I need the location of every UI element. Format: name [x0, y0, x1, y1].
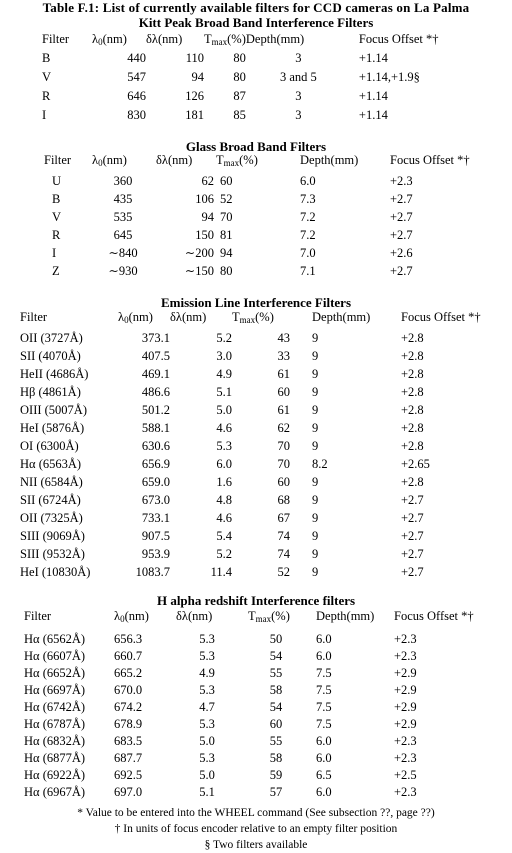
- table-row: [20, 402, 508, 420]
- cell-depth: 6.5: [316, 768, 332, 782]
- cell-filter: SII (6724Å): [20, 493, 81, 507]
- cell-filter: Hα (6787Å): [24, 717, 86, 731]
- cell-focus: +2.3: [394, 734, 417, 748]
- cell-focus: +2.6: [390, 246, 413, 260]
- emission-table: [20, 309, 508, 582]
- table-row: [20, 438, 508, 456]
- cell-focus: +1.14: [358, 89, 388, 103]
- cell-dlambda: 106: [195, 192, 214, 206]
- cell-dlambda: 62: [201, 174, 214, 188]
- cell-focus: +2.9: [394, 700, 417, 714]
- table-row: [20, 474, 508, 492]
- cell-dlambda: ∼200: [184, 246, 214, 260]
- cell-dlambda: 4.9: [216, 367, 232, 381]
- cell-dlambda: 4.7: [199, 700, 215, 714]
- cell-focus: +2.8: [401, 439, 424, 453]
- cell-filter: OII (7325Å): [20, 511, 83, 525]
- cell-depth: 7.2: [300, 210, 316, 224]
- cell-dlambda: 6.0: [216, 457, 232, 471]
- cell-depth: 9: [312, 529, 319, 543]
- cell-filter: R: [42, 89, 51, 103]
- table-row: [20, 330, 508, 348]
- cell-filter: V: [52, 210, 62, 224]
- cell-dlambda: 4.9: [199, 666, 215, 680]
- cell-tmax: 60: [277, 385, 290, 399]
- cell-focus: +2.3: [394, 751, 417, 765]
- col-tmax: $T_{max}(\%)$: [232, 310, 274, 325]
- cell-dlambda: 5.1: [199, 785, 215, 799]
- header-row: [44, 152, 500, 173]
- cell-filter: HeI (5876Å): [20, 421, 85, 435]
- cell-tmax: 62: [277, 421, 290, 435]
- cell-depth: 9: [312, 475, 319, 489]
- cell-filter: I: [42, 108, 47, 122]
- cell-focus: +2.65: [401, 457, 430, 471]
- cell-dlambda: 94: [191, 70, 204, 84]
- cell-focus: +2.3: [390, 174, 413, 188]
- cell-lambda: 373.1: [141, 331, 170, 345]
- cell-dlambda: 5.2: [216, 331, 232, 345]
- glass-table: [44, 152, 500, 281]
- cell-focus: +1.14: [358, 51, 388, 65]
- cell-tmax: 60: [277, 475, 290, 489]
- table-row: [44, 245, 500, 263]
- cell-depth: 7.5: [316, 700, 332, 714]
- table-notes: [0, 805, 512, 853]
- cell-dlambda: 5.0: [216, 403, 232, 417]
- cell-focus: +2.7: [401, 565, 424, 579]
- cell-tmax: 58: [269, 683, 283, 697]
- section-title-glass: Glass Broad Band Filters: [185, 139, 327, 154]
- col-dlambda: δλ(nm): [176, 609, 213, 623]
- cell-lambda: 588.1: [141, 421, 170, 435]
- cell-depth: 6.0: [300, 174, 316, 188]
- cell-tmax: 60: [220, 174, 233, 188]
- table-row: [20, 384, 508, 402]
- cell-tmax: 60: [269, 717, 283, 731]
- cell-tmax: 50: [269, 632, 283, 646]
- cell-lambda: 678.9: [114, 717, 143, 731]
- cell-filter: V: [42, 70, 52, 84]
- cell-lambda: 435: [113, 192, 133, 206]
- cell-focus: +2.5: [394, 768, 417, 782]
- cell-focus: +2.9: [394, 683, 417, 697]
- cell-tmax: 80: [233, 51, 246, 65]
- cell-dlambda: 5.2: [216, 547, 232, 561]
- cell-filter: SIII (9532Å): [20, 547, 85, 561]
- col-depth: Depth(mm): [300, 153, 359, 167]
- cell-dlambda: 5.3: [199, 751, 215, 765]
- cell-depth: 9: [312, 547, 319, 561]
- cell-depth: 9: [312, 403, 319, 417]
- cell-lambda: 646: [127, 89, 146, 103]
- note-two-filters: § Two filters available: [204, 839, 308, 851]
- cell-dlambda: 1.6: [216, 475, 232, 489]
- col-depth: Depth(mm): [245, 32, 305, 46]
- cell-lambda: 907.5: [141, 529, 170, 543]
- cell-tmax: 70: [277, 439, 290, 453]
- cell-tmax: 85: [233, 108, 246, 122]
- col-focus: Focus Offset *†: [394, 609, 474, 623]
- cell-focus: +2.7: [401, 493, 424, 507]
- table-row: [42, 69, 471, 88]
- cell-focus: +2.8: [401, 421, 424, 435]
- cell-tmax: 70: [277, 457, 290, 471]
- table-row: [44, 263, 500, 281]
- cell-filter: NII (6584Å): [20, 475, 83, 489]
- cell-depth: 6.0: [316, 649, 332, 663]
- col-filter: Filter: [20, 310, 48, 324]
- table-row: [20, 564, 508, 582]
- cell-dlambda: 5.3: [199, 717, 215, 731]
- cell-dlambda: 11.4: [210, 565, 232, 579]
- col-dlambda: δλ(nm): [170, 310, 207, 324]
- cell-lambda: 486.6: [141, 385, 170, 399]
- header-row: [20, 309, 508, 330]
- cell-lambda: 665.2: [114, 666, 143, 680]
- cell-depth: 6.0: [316, 734, 332, 748]
- cell-filter: SII (4070Å): [20, 349, 81, 363]
- cell-lambda: 830: [127, 108, 146, 122]
- table-row: [20, 528, 508, 546]
- table-row: [24, 631, 504, 648]
- table-row: [24, 648, 504, 665]
- cell-lambda: 656.9: [141, 457, 170, 471]
- cell-lambda: 547: [127, 70, 146, 84]
- cell-lambda: 645: [113, 228, 133, 242]
- cell-lambda: 535: [113, 210, 133, 224]
- col-lambda: $\lambda_0(nm)$: [114, 609, 149, 624]
- section-title-halpha: H alpha redshift Interference filters: [156, 593, 356, 608]
- cell-focus: +2.7: [401, 529, 424, 543]
- cell-focus: +2.3: [394, 785, 417, 799]
- cell-focus: +2.8: [401, 367, 424, 381]
- col-filter: Filter: [42, 32, 70, 46]
- cell-tmax: 74: [277, 547, 290, 561]
- cell-tmax: 61: [277, 367, 290, 381]
- cell-focus: +2.7: [401, 547, 424, 561]
- table-row: [20, 366, 508, 384]
- col-lambda: $\lambda_0(nm)$: [92, 32, 127, 47]
- cell-lambda: ∼840: [108, 246, 138, 260]
- table-row: [24, 750, 504, 767]
- cell-focus: +2.9: [394, 666, 417, 680]
- cell-depth: 7.0: [300, 246, 316, 260]
- cell-focus: +2.9: [394, 717, 417, 731]
- cell-focus: +2.8: [401, 331, 424, 345]
- cell-depth: 6.0: [316, 751, 332, 765]
- cell-dlambda: 94: [201, 210, 214, 224]
- glass-rows: [44, 173, 500, 281]
- table-row: [24, 733, 504, 750]
- col-focus: Focus Offset *†: [401, 310, 481, 324]
- cell-lambda: 674.2: [114, 700, 143, 714]
- col-focus: Focus Offset *†: [358, 32, 439, 46]
- col-depth: Depth(mm): [316, 609, 375, 623]
- cell-dlambda: 5.0: [199, 768, 215, 782]
- table-row: [24, 767, 504, 784]
- cell-dlambda: 3.0: [216, 349, 232, 363]
- halpha-rows: [24, 631, 504, 801]
- cell-filter: Hβ (4861Å): [20, 385, 81, 399]
- header-row: [42, 31, 471, 50]
- cell-filter: Hα (6563Å): [20, 457, 82, 471]
- halpha-table: [24, 608, 504, 801]
- cell-lambda: ∼930: [108, 264, 138, 278]
- cell-depth: 6.0: [316, 785, 332, 799]
- cell-focus: +2.7: [390, 192, 413, 206]
- cell-lambda: 687.7: [114, 751, 143, 765]
- cell-depth: 3: [295, 108, 302, 122]
- col-lambda: $\lambda_0(nm)$: [118, 310, 153, 325]
- cell-tmax: 33: [277, 349, 290, 363]
- cell-filter: U: [52, 174, 62, 188]
- cell-lambda: 697.0: [114, 785, 143, 799]
- table-row: [20, 348, 508, 366]
- cell-filter: HeII (4686Å): [20, 367, 89, 381]
- cell-lambda: 469.1: [141, 367, 170, 381]
- cell-tmax: 54: [269, 649, 283, 663]
- cell-dlambda: 5.3: [216, 439, 232, 453]
- cell-filter: B: [52, 192, 61, 206]
- section-title-kitt-peak: Kitt Peak Broad Band Interference Filters: [138, 15, 374, 30]
- col-filter: Filter: [24, 609, 52, 623]
- cell-focus: +2.7: [401, 511, 424, 525]
- section-title-emission: Emission Line Interference Filters: [160, 295, 352, 310]
- table-row: [42, 88, 471, 107]
- cell-depth: 7.1: [300, 264, 316, 278]
- cell-focus: +2.8: [401, 475, 424, 489]
- cell-depth: 9: [312, 511, 319, 525]
- cell-lambda: 659.0: [141, 475, 170, 489]
- cell-focus: +1.14: [358, 108, 388, 122]
- cell-filter: R: [52, 228, 61, 242]
- cell-tmax: 54: [269, 700, 283, 714]
- cell-dlambda: 150: [195, 228, 214, 242]
- cell-tmax: 58: [269, 751, 283, 765]
- col-tmax: $T_{max}(\%)$: [248, 609, 290, 624]
- cell-depth: 3: [295, 51, 302, 65]
- cell-tmax: 59: [269, 768, 283, 782]
- cell-focus: +2.7: [390, 210, 413, 224]
- cell-tmax: 52: [220, 192, 233, 206]
- cell-depth: 7.5: [316, 683, 332, 697]
- cell-filter: Hα (6742Å): [24, 700, 86, 714]
- cell-lambda: 360: [113, 174, 133, 188]
- cell-depth: 9: [312, 385, 319, 399]
- cell-lambda: 670.0: [114, 683, 143, 697]
- cell-dlambda: 181: [185, 108, 204, 122]
- cell-tmax: 74: [277, 529, 290, 543]
- col-filter: Filter: [44, 153, 72, 167]
- cell-focus: +2.8: [401, 403, 424, 417]
- kitt-peak-rows: [42, 50, 471, 126]
- table-row: [24, 716, 504, 733]
- cell-filter: Hα (6697Å): [24, 683, 86, 697]
- cell-focus: +2.8: [401, 349, 424, 363]
- cell-depth: 9: [312, 493, 319, 507]
- cell-dlambda: 5.1: [216, 385, 232, 399]
- cell-lambda: 440: [127, 51, 146, 65]
- cell-filter: Hα (6877Å): [24, 751, 86, 765]
- cell-lambda: 683.5: [114, 734, 143, 748]
- cell-depth: 9: [312, 565, 319, 579]
- cell-tmax: 70: [220, 210, 233, 224]
- cell-depth: 8.2: [312, 457, 328, 471]
- cell-tmax: 55: [269, 734, 283, 748]
- cell-tmax: 43: [277, 331, 290, 345]
- table-row: [44, 173, 500, 191]
- table-row: [20, 420, 508, 438]
- cell-depth: 9: [312, 439, 319, 453]
- cell-depth: 6.0: [316, 632, 332, 646]
- col-lambda: $\lambda_0(nm)$: [92, 153, 127, 168]
- cell-focus: +2.3: [394, 632, 417, 646]
- cell-focus: +1.14,+1.9§: [358, 70, 420, 84]
- note-focus-units: † In units of focus encoder relative to an empty filter position: [114, 823, 398, 835]
- col-depth: Depth(mm): [312, 310, 371, 324]
- cell-depth: 9: [312, 331, 319, 345]
- cell-depth: 7.3: [300, 192, 316, 206]
- cell-dlambda: 4.8: [216, 493, 232, 507]
- cell-tmax: 94: [220, 246, 233, 260]
- col-tmax: $T_{max}(\%)$: [204, 32, 246, 47]
- cell-lambda: 660.7: [114, 649, 143, 663]
- cell-filter: I: [52, 246, 57, 260]
- cell-filter: B: [42, 51, 51, 65]
- cell-dlambda: 5.0: [199, 734, 215, 748]
- cell-depth: 7.2: [300, 228, 316, 242]
- cell-filter: OI (6300Å): [20, 439, 79, 453]
- table-row: [20, 492, 508, 510]
- table-row: [24, 784, 504, 801]
- cell-depth: 3 and 5: [279, 70, 317, 84]
- cell-depth: 9: [312, 367, 319, 381]
- emission-rows: [20, 330, 508, 582]
- cell-dlambda: 5.3: [199, 683, 215, 697]
- col-dlambda: δλ(nm): [156, 153, 193, 167]
- cell-tmax: 80: [233, 70, 246, 84]
- cell-filter: Hα (6607Å): [24, 649, 86, 663]
- cell-lambda: 630.6: [141, 439, 170, 453]
- cell-focus: +2.3: [394, 649, 417, 663]
- cell-filter: OIII (5007Å): [20, 403, 87, 417]
- cell-lambda: 733.1: [141, 511, 170, 525]
- cell-filter: OII (3727Å): [20, 331, 83, 345]
- cell-depth: 7.5: [316, 666, 332, 680]
- cell-filter: SIII (9069Å): [20, 529, 85, 543]
- cell-tmax: 55: [269, 666, 283, 680]
- cell-tmax: 67: [277, 511, 290, 525]
- table-row: [44, 227, 500, 245]
- table-row: [42, 50, 471, 69]
- cell-dlambda: 5.3: [199, 649, 215, 663]
- cell-tmax: 57: [269, 785, 283, 799]
- table-row: [20, 546, 508, 564]
- cell-filter: HeI (10830Å): [20, 565, 91, 579]
- cell-dlambda: 5.3: [199, 632, 215, 646]
- cell-filter: Hα (6832Å): [24, 734, 86, 748]
- cell-lambda: 673.0: [141, 493, 170, 507]
- cell-dlambda: 126: [185, 89, 204, 103]
- cell-lambda: 1083.7: [135, 565, 170, 579]
- cell-filter: Hα (6967Å): [24, 785, 86, 799]
- cell-focus: +2.7: [390, 228, 413, 242]
- cell-depth: 7.5: [316, 717, 332, 731]
- cell-tmax: 68: [277, 493, 290, 507]
- cell-filter: Hα (6562Å): [24, 632, 86, 646]
- col-focus: Focus Offset *†: [390, 153, 470, 167]
- cell-filter: Hα (6652Å): [24, 666, 86, 680]
- cell-tmax: 80: [220, 264, 233, 278]
- cell-depth: 9: [312, 349, 319, 363]
- cell-tmax: 87: [233, 89, 246, 103]
- cell-tmax: 81: [220, 228, 233, 242]
- cell-lambda: 692.5: [114, 768, 143, 782]
- table-row: [44, 209, 500, 227]
- cell-filter: Hα (6922Å): [24, 768, 86, 782]
- cell-depth: 3: [295, 89, 302, 103]
- cell-dlambda: 110: [185, 51, 204, 65]
- table-row: [20, 510, 508, 528]
- cell-dlambda: 5.4: [216, 529, 232, 543]
- col-tmax: $T_{max}(\%)$: [216, 153, 258, 168]
- cell-lambda: 407.5: [141, 349, 170, 363]
- cell-focus: +2.7: [390, 264, 413, 278]
- cell-lambda: 656.3: [114, 632, 143, 646]
- cell-filter: Z: [52, 264, 60, 278]
- table-row: [42, 107, 471, 126]
- cell-dlambda: ∼150: [184, 264, 214, 278]
- table-caption: Table F.1: List of currently available filters for CCD cameras on La Palma: [42, 0, 470, 15]
- cell-lambda: 953.9: [141, 547, 170, 561]
- table-row: [44, 191, 500, 209]
- note-wheel: * Value to be entered into the WHEEL command (See subsection ??, page ??): [77, 807, 435, 819]
- cell-lambda: 501.2: [141, 403, 170, 417]
- table-row: [24, 682, 504, 699]
- table-row: [20, 456, 508, 474]
- cell-dlambda: 4.6: [216, 511, 232, 525]
- cell-dlambda: 4.6: [216, 421, 232, 435]
- col-dlambda: δλ(nm): [146, 32, 183, 46]
- cell-depth: 9: [312, 421, 319, 435]
- table-row: [24, 699, 504, 716]
- cell-tmax: 52: [277, 565, 290, 579]
- table-row: [24, 665, 504, 682]
- header-row: [24, 608, 504, 631]
- kitt-peak-table: [42, 31, 471, 126]
- cell-focus: +2.8: [401, 385, 424, 399]
- cell-tmax: 61: [277, 403, 290, 417]
